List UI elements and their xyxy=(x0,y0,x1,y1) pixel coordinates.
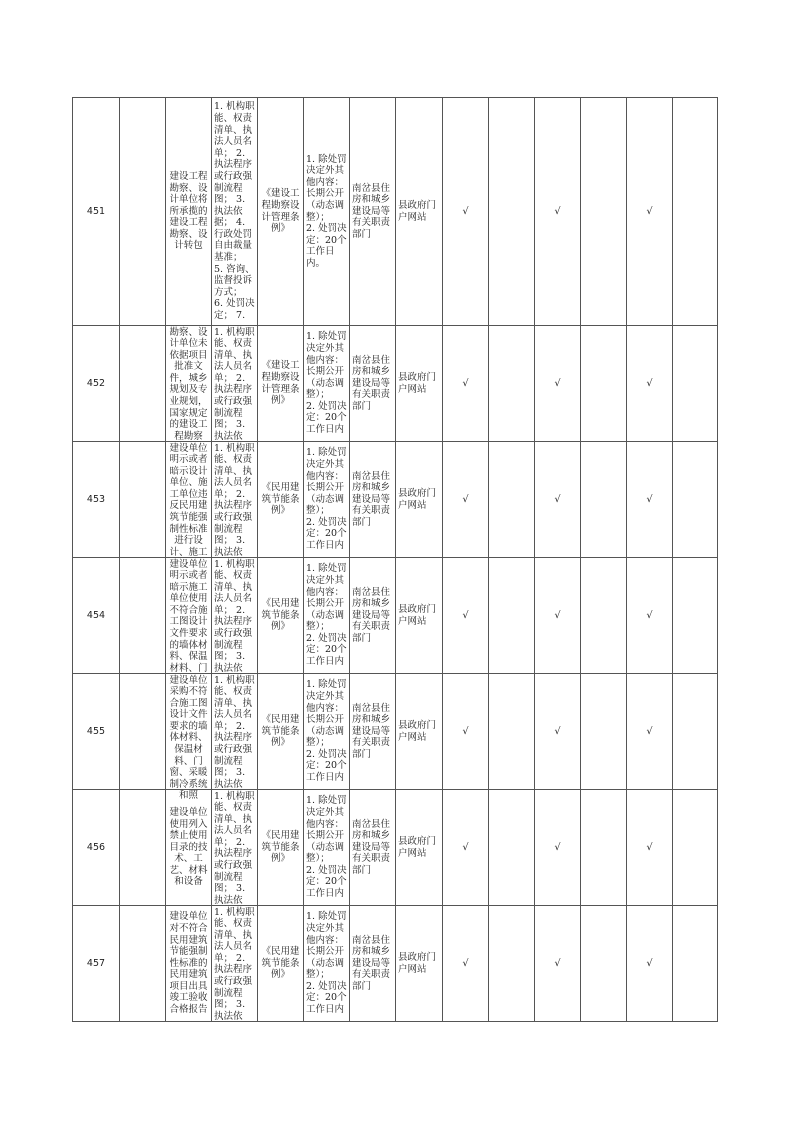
check-mark: √ xyxy=(462,377,469,389)
empty-cell xyxy=(673,674,718,790)
row-number-text: 457 xyxy=(86,957,106,969)
table-row xyxy=(73,98,718,326)
table-row xyxy=(73,442,718,558)
empty-cell xyxy=(489,98,535,326)
table-row xyxy=(73,558,718,674)
law-text: 《民用建筑节能条例》 xyxy=(261,714,300,749)
row-number-text: 454 xyxy=(86,609,106,621)
check-cell xyxy=(443,906,489,1022)
check-cell xyxy=(443,442,489,558)
check-cell xyxy=(627,326,673,442)
check-mark: √ xyxy=(646,957,653,969)
legal-basis-cell xyxy=(258,98,304,326)
matter-cell xyxy=(166,326,212,442)
department-cell xyxy=(350,906,396,1022)
channel-text: 县政府门户网站 xyxy=(398,719,437,743)
legal-basis-cell xyxy=(258,326,304,442)
legal-basis-cell xyxy=(258,790,304,906)
empty-cell xyxy=(120,790,166,906)
department-cell xyxy=(350,326,396,442)
check-cell xyxy=(443,326,489,442)
check-mark: √ xyxy=(462,205,469,217)
term-text: 1. 除处罚决定外其他内容：长期公开（动态调整）； 2. 处罚决定：20个工作日内 xyxy=(306,331,347,436)
empty-cell xyxy=(489,326,535,442)
empty-cell xyxy=(489,790,535,906)
department-cell xyxy=(350,442,396,558)
matter-cell xyxy=(166,98,212,326)
empty-cell xyxy=(581,674,627,790)
channel-text: 县政府门户网站 xyxy=(398,835,437,859)
legal-basis-cell xyxy=(258,558,304,674)
empty-cell xyxy=(673,442,718,558)
content-cell xyxy=(212,790,258,906)
item-text: 勘察、设计单位未依据项目批准文件，城乡规划及专业规划，国家规定的建设工程勘察 xyxy=(169,326,208,442)
time-limit-cell xyxy=(304,558,350,674)
item-text: 建设单位明示或者暗示设计单位、施工单位违反民用建筑节能强制性标准进行设计、施工 xyxy=(169,442,208,558)
check-cell xyxy=(535,98,581,326)
law-text: 《民用建筑节能条例》 xyxy=(261,598,300,633)
matter-cell xyxy=(166,674,212,802)
content-cell xyxy=(212,674,258,790)
department-cell xyxy=(350,674,396,790)
matter-cell xyxy=(166,790,212,906)
check-mark: √ xyxy=(646,609,653,621)
check-mark: √ xyxy=(462,841,469,853)
check-mark: √ xyxy=(462,493,469,505)
term-text: 1. 除处罚决定外其他内容：长期公开（动态调整）； 2. 处罚决定：20个工作日内 xyxy=(306,795,347,900)
law-text: 《民用建筑节能条例》 xyxy=(261,482,300,517)
basis-text: 1. 机构职能、权责清单、执法人员名单； 2. 执法程序或行政强制流程图； 3. 执法依 xyxy=(214,326,255,442)
empty-cell xyxy=(581,442,627,558)
dept-text: 南岔县住房和城乡建设局等有关职责部门 xyxy=(352,182,391,240)
row-number-text: 452 xyxy=(86,377,106,389)
check-mark: √ xyxy=(462,725,469,737)
channel-text: 县政府门户网站 xyxy=(398,951,437,975)
check-cell xyxy=(627,442,673,558)
empty-cell xyxy=(120,558,166,674)
legal-basis-cell xyxy=(258,906,304,1022)
term-text: 1. 除处罚决定外其他内容：长期公开（动态调整）； 2. 处罚决定：20个工作日内 xyxy=(306,911,347,1016)
empty-cell xyxy=(489,906,535,1022)
dept-text: 南岔县住房和城乡建设局等有关职责部门 xyxy=(352,586,391,644)
empty-cell xyxy=(489,442,535,558)
time-limit-cell xyxy=(304,674,350,790)
check-mark: √ xyxy=(554,377,561,389)
term-text: 1. 除处罚决定外其他内容：长期公开（动态调整）； 2. 处罚决定：20个工作日内。 xyxy=(306,153,347,269)
basis-text: 1. 机构职能、权责清单、执法人员名单； 2. 执法程序或行政强制流程图； 3. 执法依 xyxy=(214,906,255,1022)
row-number xyxy=(73,326,120,442)
time-limit-cell xyxy=(304,442,350,558)
empty-cell xyxy=(673,558,718,674)
check-mark: √ xyxy=(554,841,561,853)
row-number-text: 456 xyxy=(86,841,106,853)
content-cell xyxy=(212,98,258,326)
row-number xyxy=(73,906,120,1022)
matter-cell xyxy=(166,558,212,674)
time-limit-cell xyxy=(304,906,350,1022)
time-limit-cell xyxy=(304,326,350,442)
time-limit-cell xyxy=(304,790,350,906)
row-number-text: 455 xyxy=(86,725,106,737)
empty-cell xyxy=(489,674,535,790)
check-mark: √ xyxy=(646,841,653,853)
content-cell xyxy=(212,326,258,442)
dept-text: 南岔县住房和城乡建设局等有关职责部门 xyxy=(352,818,391,876)
department-cell xyxy=(350,558,396,674)
empty-cell xyxy=(120,326,166,442)
empty-cell xyxy=(120,442,166,558)
empty-cell xyxy=(581,790,627,906)
dept-text: 南岔县住房和城乡建设局等有关职责部门 xyxy=(352,934,391,992)
table-row xyxy=(73,906,718,1022)
legal-basis-cell xyxy=(258,442,304,558)
check-cell xyxy=(443,674,489,790)
check-mark: √ xyxy=(646,205,653,217)
check-mark: √ xyxy=(646,725,653,737)
basis-text: 1. 机构职能、权责清单、执法人员名单； 2. 执法程序或行政强制流程图； 3. 执法依据； 4. 行政处罚自由裁量基准； 5. 咨询、监督投诉方式； 6. 处罚决定； 7. xyxy=(214,101,255,322)
department-cell xyxy=(350,98,396,326)
empty-cell xyxy=(120,906,166,1022)
basis-text: 1. 机构职能、权责清单、执法人员名单； 2. 执法程序或行政强制流程图； 3. 执法依 xyxy=(214,674,255,790)
check-mark: √ xyxy=(554,725,561,737)
channel-cell xyxy=(396,674,443,790)
check-cell xyxy=(627,98,673,326)
check-cell xyxy=(535,442,581,558)
table-row xyxy=(73,674,718,790)
empty-cell xyxy=(120,674,166,790)
channel-cell xyxy=(396,442,443,558)
disclosure-table xyxy=(72,97,718,1022)
empty-cell xyxy=(673,98,718,326)
channel-text: 县政府门户网站 xyxy=(398,199,437,223)
time-limit-cell xyxy=(304,98,350,326)
dept-text: 南岔县住房和城乡建设局等有关职责部门 xyxy=(352,470,391,528)
row-number xyxy=(73,442,120,558)
law-text: 《民用建筑节能条例》 xyxy=(261,946,300,981)
law-text: 《民用建筑节能条例》 xyxy=(261,830,300,865)
check-mark: √ xyxy=(462,609,469,621)
check-cell xyxy=(627,558,673,674)
basis-text: 1. 机构职能、权责清单、执法人员名单； 2. 执法程序或行政强制流程图； 3. 执法依 xyxy=(214,442,255,558)
law-text: 《建设工程勘察设计管理条例》 xyxy=(261,360,300,407)
matter-cell xyxy=(166,442,212,558)
empty-cell xyxy=(120,98,166,326)
row-number xyxy=(73,98,120,326)
check-cell xyxy=(535,790,581,906)
content-cell xyxy=(212,558,258,674)
check-cell xyxy=(535,906,581,1022)
channel-text: 县政府门户网站 xyxy=(398,603,437,627)
table-row xyxy=(73,790,718,906)
item-text: 建设单位对不符合民用建筑节能强制性标准的民用建筑项目出具竣工验收合格报告 xyxy=(169,911,208,1016)
row-number xyxy=(73,558,120,674)
channel-cell xyxy=(396,98,443,326)
check-mark: √ xyxy=(646,377,653,389)
check-mark: √ xyxy=(554,493,561,505)
check-cell xyxy=(627,674,673,790)
empty-cell xyxy=(673,326,718,442)
channel-cell xyxy=(396,906,443,1022)
empty-cell xyxy=(581,326,627,442)
content-cell xyxy=(212,442,258,558)
empty-cell xyxy=(581,906,627,1022)
check-mark: √ xyxy=(554,205,561,217)
department-cell xyxy=(350,790,396,906)
item-text: 建设单位使用列入禁止使用目录的技术、工艺、材料和设备 xyxy=(169,806,208,888)
term-text: 1. 除处罚决定外其他内容：长期公开（动态调整）； 2. 处罚决定：20个工作日内 xyxy=(306,679,347,784)
check-cell xyxy=(535,326,581,442)
check-cell xyxy=(627,790,673,906)
dept-text: 南岔县住房和城乡建设局等有关职责部门 xyxy=(352,354,391,412)
item-text: 建设工程勘察、设计单位将所承揽的建设工程勘察、设计转包 xyxy=(169,170,208,252)
channel-cell xyxy=(396,326,443,442)
legal-basis-cell xyxy=(258,674,304,790)
channel-text: 县政府门户网站 xyxy=(398,371,437,395)
check-mark: √ xyxy=(554,609,561,621)
check-cell xyxy=(535,558,581,674)
empty-cell xyxy=(489,558,535,674)
table-row xyxy=(73,326,718,442)
content-cell xyxy=(212,906,258,1022)
row-number-text: 453 xyxy=(86,493,106,505)
empty-cell xyxy=(673,790,718,906)
matter-cell xyxy=(166,906,212,1022)
empty-cell xyxy=(673,906,718,1022)
term-text: 1. 除处罚决定外其他内容：长期公开（动态调整）； 2. 处罚决定：20个工作日内 xyxy=(306,447,347,552)
check-mark: √ xyxy=(462,957,469,969)
dept-text: 南岔县住房和城乡建设局等有关职责部门 xyxy=(352,702,391,760)
basis-text: 1. 机构职能、权责清单、执法人员名单； 2. 执法程序或行政强制流程图； 3. 执法依 xyxy=(214,558,255,674)
check-mark: √ xyxy=(554,957,561,969)
law-text: 《建设工程勘察设计管理条例》 xyxy=(261,188,300,235)
row-number xyxy=(73,790,120,906)
item-text: 建设单位明示或者暗示施工单位使用不符合施工图设计文件要求的墙体材料、保温材料、门 xyxy=(169,558,208,674)
basis-text: 1. 机构职能、权责清单、执法人员名单； 2. 执法程序或行政强制流程图； 3. 执法依 xyxy=(214,790,255,906)
row-number xyxy=(73,674,120,790)
channel-cell xyxy=(396,790,443,906)
channel-text: 县政府门户网站 xyxy=(398,487,437,511)
check-cell xyxy=(627,906,673,1022)
check-cell xyxy=(535,674,581,790)
empty-cell xyxy=(581,98,627,326)
check-cell xyxy=(443,790,489,906)
check-cell xyxy=(443,98,489,326)
check-cell xyxy=(443,558,489,674)
empty-cell xyxy=(581,558,627,674)
item-text: 建设单位采购不符合施工图设计文件要求的墙体材料、保温材料、门窗、采暖制冷系统和照 xyxy=(169,674,208,802)
channel-cell xyxy=(396,558,443,674)
term-text: 1. 除处罚决定外其他内容：长期公开（动态调整）； 2. 处罚决定：20个工作日内 xyxy=(306,563,347,668)
row-number-text: 451 xyxy=(86,205,106,217)
check-mark: √ xyxy=(646,493,653,505)
